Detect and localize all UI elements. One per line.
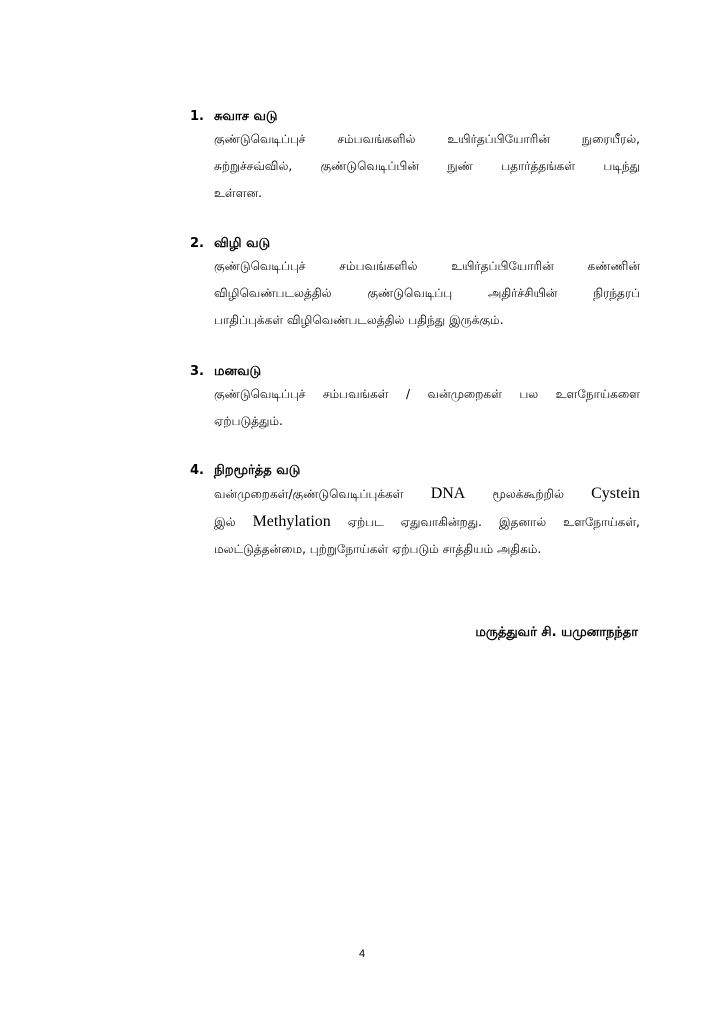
body-line bbox=[214, 480, 640, 508]
section-body bbox=[214, 381, 640, 435]
section-number: 3. bbox=[190, 364, 204, 379]
section-number: 2. bbox=[190, 236, 204, 251]
section-number: 1. bbox=[190, 109, 204, 124]
section-breathing-scar bbox=[190, 108, 640, 207]
body-line: குண்டுவெடிப்புச் சம்பவங்களில் உயிர்தப்பியோரின் நுரையீரல், bbox=[214, 132, 640, 146]
text-run: ஏற்பட ஏதுவாகின்றது. இதனால் உளநோய்கள், bbox=[330, 515, 640, 529]
page-number: 4 bbox=[358, 948, 366, 960]
body-line bbox=[214, 508, 640, 536]
section-heading bbox=[190, 235, 640, 253]
section-title: விழி வடு bbox=[214, 236, 271, 251]
body-line: சுற்றுச்சவ்வில், குண்டுவெடிப்பின் நுண் பதார்த்தங்கள் படிந்து bbox=[214, 159, 640, 173]
section-heading bbox=[190, 462, 640, 480]
body-line: பாதிப்புக்கள் விழிவெண்படலத்தில் பதிந்து இருக்கும். bbox=[214, 313, 504, 327]
text-run: இல் bbox=[214, 515, 253, 529]
section-eye-scar bbox=[190, 235, 640, 334]
body-line: மலட்டுத்தன்மை, புற்றுநோய்கள் ஏற்படும் சாத்தியம் அதிகம். bbox=[214, 542, 542, 556]
section-title: நிறமூர்த்த வடு bbox=[214, 463, 301, 478]
section-number: 4. bbox=[190, 463, 204, 478]
body-line: குண்டுவெடிப்புச் சம்பவங்கள் / வன்முறைகள் பல உளநோய்களை bbox=[214, 387, 640, 401]
body-line: குண்டுவெடிப்புச் சம்பவங்களில் உயிர்தப்பியோரின் கண்ணின் bbox=[214, 259, 640, 273]
section-body bbox=[214, 480, 640, 563]
text-run: மூலக்கூற்றில் bbox=[465, 487, 592, 501]
body-line: உள்ளன. bbox=[214, 186, 262, 200]
body-line: விழிவெண்படலத்தில் குண்டுவெடிப்பு அதிர்ச்சியின் நிரந்தரப் bbox=[214, 286, 640, 300]
text-run-latin: Methylation bbox=[252, 513, 331, 530]
text-run: வன்முறைகள்/குண்டுவெடிப்புக்கள் bbox=[214, 487, 431, 501]
section-body bbox=[214, 126, 640, 207]
section-heading bbox=[190, 363, 640, 381]
section-body bbox=[214, 253, 640, 334]
section-heading bbox=[190, 108, 640, 126]
text-run-latin: Cystein bbox=[591, 485, 641, 502]
text-run-latin: DNA bbox=[430, 485, 466, 502]
section-chromosome-scar bbox=[190, 462, 640, 563]
body-line: ஏற்படுத்தும். bbox=[214, 414, 283, 428]
section-title: மனவடு bbox=[214, 364, 262, 379]
section-title: சுவாச வடு bbox=[214, 109, 278, 124]
section-mind-scar bbox=[190, 363, 640, 435]
author-signature: மருத்துவர் சி. யமுனாநந்தா bbox=[475, 625, 638, 640]
